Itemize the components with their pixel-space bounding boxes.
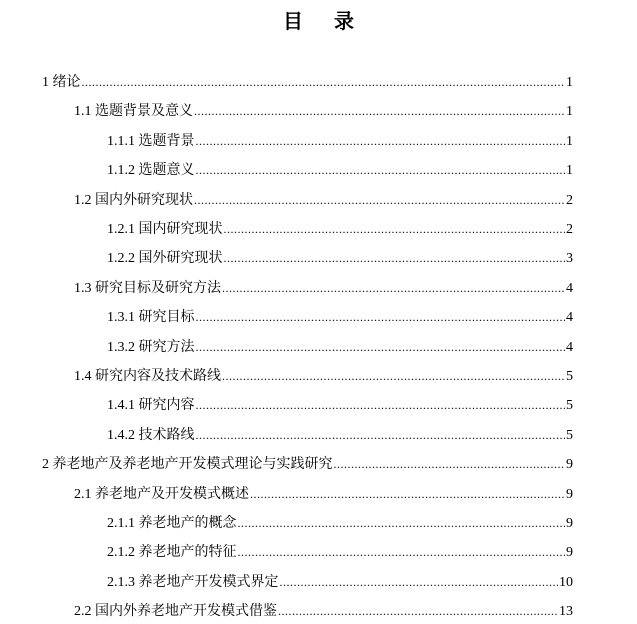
dot-leader — [196, 130, 566, 152]
toc-entry[interactable] — [107, 572, 573, 594]
toc-entry-page: 1 — [566, 75, 573, 90]
toc-entry-page: 9 — [566, 486, 573, 502]
toc-entry[interactable] — [107, 160, 573, 182]
dot-leader — [238, 541, 566, 563]
toc-entry[interactable] — [107, 219, 573, 241]
toc-entry-label: 1.2 国内外研究现状 — [74, 192, 193, 208]
toc-entry-label: 1.2.1 国内研究现状 — [107, 222, 223, 237]
toc-entry-page: 1 — [566, 104, 573, 120]
toc-entry-label: 2.2 国内外养老地产开发模式借鉴 — [74, 604, 277, 620]
toc-entry-page: 4 — [566, 339, 573, 355]
toc-entry[interactable] — [107, 248, 573, 270]
dot-leader — [196, 306, 566, 328]
toc-entry-page: 13 — [559, 604, 573, 620]
toc-entry-page: 5 — [566, 427, 573, 443]
toc-entry-label: 1.4.1 研究内容 — [107, 398, 195, 414]
toc-entry-label: 2.1.2 养老地产的特征 — [107, 545, 237, 561]
dot-leader — [196, 336, 566, 358]
toc-entry[interactable] — [74, 101, 573, 123]
dot-leader — [222, 365, 565, 387]
toc-entry-label: 1.1.2 选题意义 — [107, 163, 195, 179]
dot-leader — [196, 394, 566, 416]
toc-entry-page: 4 — [566, 310, 573, 326]
toc-entry[interactable] — [74, 278, 573, 300]
toc-entry-page: 4 — [566, 280, 573, 296]
dot-leader — [238, 512, 566, 534]
dot-leader — [334, 453, 566, 475]
toc-entry[interactable] — [107, 395, 573, 417]
dot-leader — [194, 100, 565, 122]
toc-entry[interactable] — [107, 337, 573, 359]
toc-entry-label: 1.3 研究目标及研究方法 — [74, 280, 221, 296]
toc-entry-label: 1.3.1 研究目标 — [107, 310, 195, 326]
toc-entry[interactable] — [74, 190, 573, 212]
toc-entry[interactable] — [107, 131, 573, 153]
dot-leader — [224, 247, 566, 269]
toc-entry-page: 9 — [566, 545, 573, 561]
toc-entry-page: 9 — [566, 516, 573, 531]
toc-entry-label: 2.1.1 养老地产的概念 — [107, 516, 237, 531]
toc-entry-page: 1 — [566, 163, 573, 179]
toc-entry[interactable] — [42, 72, 573, 94]
toc-entry-label: 2.1.3 养老地产开发模式界定 — [107, 574, 279, 590]
toc-entry-label: 1.1.1 选题背景 — [107, 133, 195, 149]
toc-entry-label: 1.4.2 技术路线 — [107, 427, 195, 443]
toc-entry-label: 1.2.2 国外研究现状 — [107, 251, 223, 267]
page-title: 目 录 — [283, 9, 366, 33]
toc-entry-label: 2.1 养老地产及开发模式概述 — [74, 486, 249, 502]
toc-entry-page: 5 — [566, 369, 573, 384]
toc-entry-label: 1.1 选题背景及意义 — [74, 104, 193, 120]
toc-entry-page: 2 — [566, 192, 573, 208]
toc-entry[interactable] — [74, 601, 573, 623]
dot-leader — [280, 571, 559, 593]
toc-entry[interactable] — [107, 425, 573, 447]
toc-entry[interactable] — [107, 513, 573, 535]
toc-entry-label: 1.4 研究内容及技术路线 — [74, 369, 221, 384]
toc-entry-label: 1.3.2 研究方法 — [107, 339, 195, 355]
dot-leader — [196, 424, 566, 446]
toc-entry[interactable] — [42, 454, 573, 476]
dot-leader — [82, 71, 566, 93]
dot-leader — [224, 218, 566, 240]
dot-leader — [194, 189, 565, 211]
dot-leader — [250, 483, 565, 505]
toc-entry[interactable] — [74, 366, 573, 388]
toc-entry[interactable] — [74, 484, 573, 506]
toc-entry-page: 3 — [566, 251, 573, 267]
toc-entry[interactable] — [107, 307, 573, 329]
dot-leader — [278, 600, 558, 622]
dot-leader — [222, 277, 565, 299]
toc-entry-label: 1 绪论 — [42, 75, 81, 90]
dot-leader — [196, 159, 566, 181]
toc-entry-label: 2 养老地产及养老地产开发模式理论与实践研究 — [42, 457, 333, 473]
toc-entry-page: 9 — [566, 457, 573, 473]
toc-entry-page: 1 — [566, 133, 573, 149]
toc-entry-page: 2 — [566, 222, 573, 237]
toc-entry-page: 5 — [566, 398, 573, 414]
toc-entry-page: 10 — [559, 574, 573, 590]
toc-entry[interactable] — [107, 542, 573, 564]
